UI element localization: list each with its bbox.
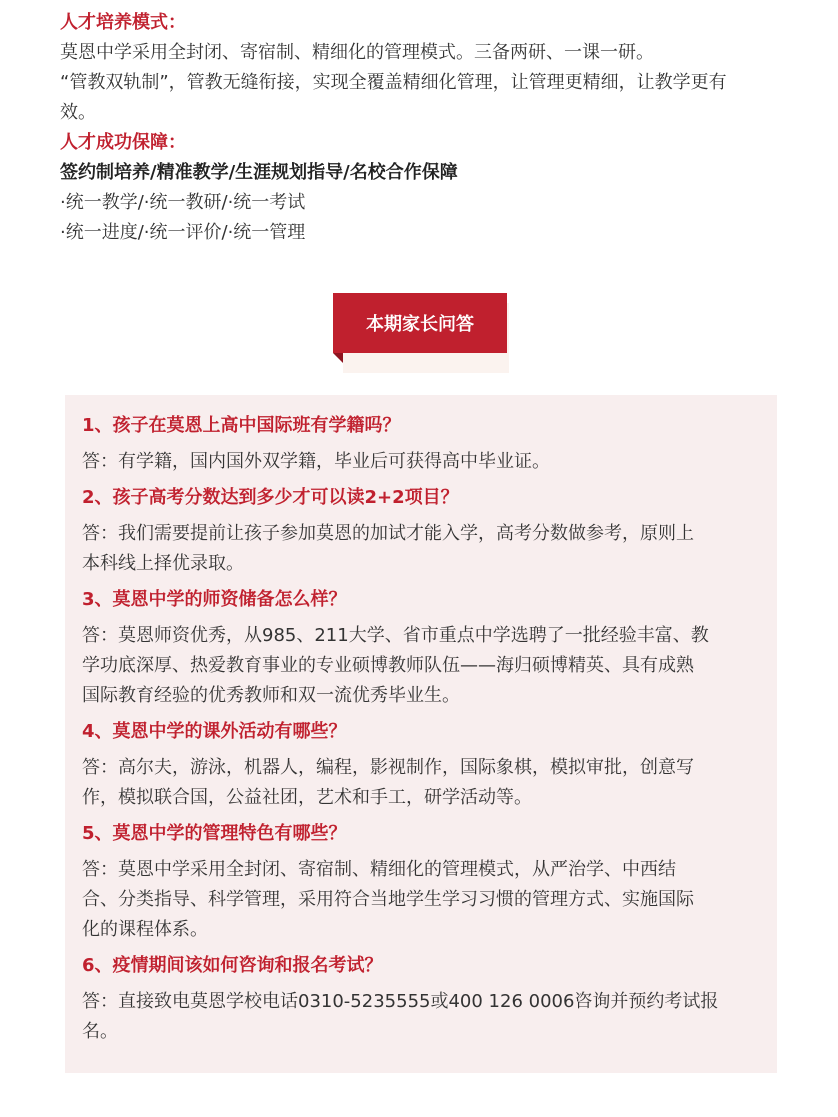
unified-list-line: ·统一进度/·统一评价/·统一管理 [60,222,306,243]
qa-answer-line: 学功底深厚、热爱教育事业的专业硕博教师队伍——海归硕博精英、具有成熟 [82,655,694,676]
qa-question: 2、孩子高考分数达到多少才可以读2+2项目？ [82,487,459,508]
intro-text-line: 莫恩中学采用全封闭、寄宿制、精细化的管理模式。三备两研、一课一研。 [60,42,654,63]
intro-section [60,8,800,248]
qa-answer-line: 名。 [82,1021,118,1042]
qa-answer-line: 答：直接致电莫恩学校电话0310-5235555或400 126 0006咨询并预约考试报 [82,991,719,1012]
qa-panel [65,395,777,1073]
qa-answer [82,621,764,711]
qa-answer-line: 答：高尔夫，游泳，机器人，编程，影视制作，国际象棋，模拟审批，创意写 [82,757,694,778]
training-mode-heading: 人才培养模式： [60,12,186,33]
qa-question: 6、疫情期间该如何咨询和报名考试？ [82,955,383,976]
intro-text-line: “管教双轨制”，管教无缝衔接，实现全覆盖精细化管理，让管理更精细，让教学更有 [60,72,727,93]
qa-question: 1、孩子在莫恩上高中国际班有学籍吗？ [82,415,401,436]
unified-list-line: ·统一教学/·统一教研/·统一考试 [60,192,306,213]
qa-list [82,411,764,1053]
qa-question: 5、莫恩中学的管理特色有哪些？ [82,823,347,844]
qa-answer [82,519,764,579]
banner-title: 本期家长问答 [333,293,507,353]
success-guarantee-heading: 人才成功保障： [60,132,186,153]
qa-answer [82,753,764,813]
qa-question: 3、莫恩中学的师资储备怎么样？ [82,589,347,610]
qa-answer-line: 答：有学籍，国内国外双学籍，毕业后可获得高中毕业证。 [82,451,550,472]
qa-answer-line: 答：莫恩师资优秀，从985、211大学、省市重点中学选聘了一批经验丰富、教 [82,625,709,646]
qa-question: 4、莫恩中学的课外活动有哪些？ [82,721,347,742]
qa-answer-line: 答：莫恩中学采用全封闭、寄宿制、精细化的管理模式，从严治学、中西结 [82,859,676,880]
qa-answer [82,855,764,945]
banner-fold [333,353,343,363]
qa-banner [333,293,509,373]
qa-answer-line: 本科线上择优录取。 [82,553,244,574]
qa-answer-line: 合、分类指导、科学管理，采用符合当地学生学习习惯的管理方式、实施国际 [82,889,694,910]
qa-answer-line: 答：我们需要提前让孩子参加莫恩的加试才能入学，高考分数做参考，原则上 [82,523,694,544]
qa-answer-line: 化的课程体系。 [82,919,208,940]
intro-text-line: 效。 [60,102,96,123]
qa-answer-line: 作，模拟联合国，公益社团，艺术和手工，研学活动等。 [82,787,532,808]
qa-answer-line: 国际教育经验的优秀教师和双一流优秀毕业生。 [82,685,460,706]
qa-answer [82,447,764,477]
qa-answer [82,987,764,1047]
guarantee-summary: 签约制培养/精准教学/生涯规划指导/名校合作保障 [60,162,458,183]
